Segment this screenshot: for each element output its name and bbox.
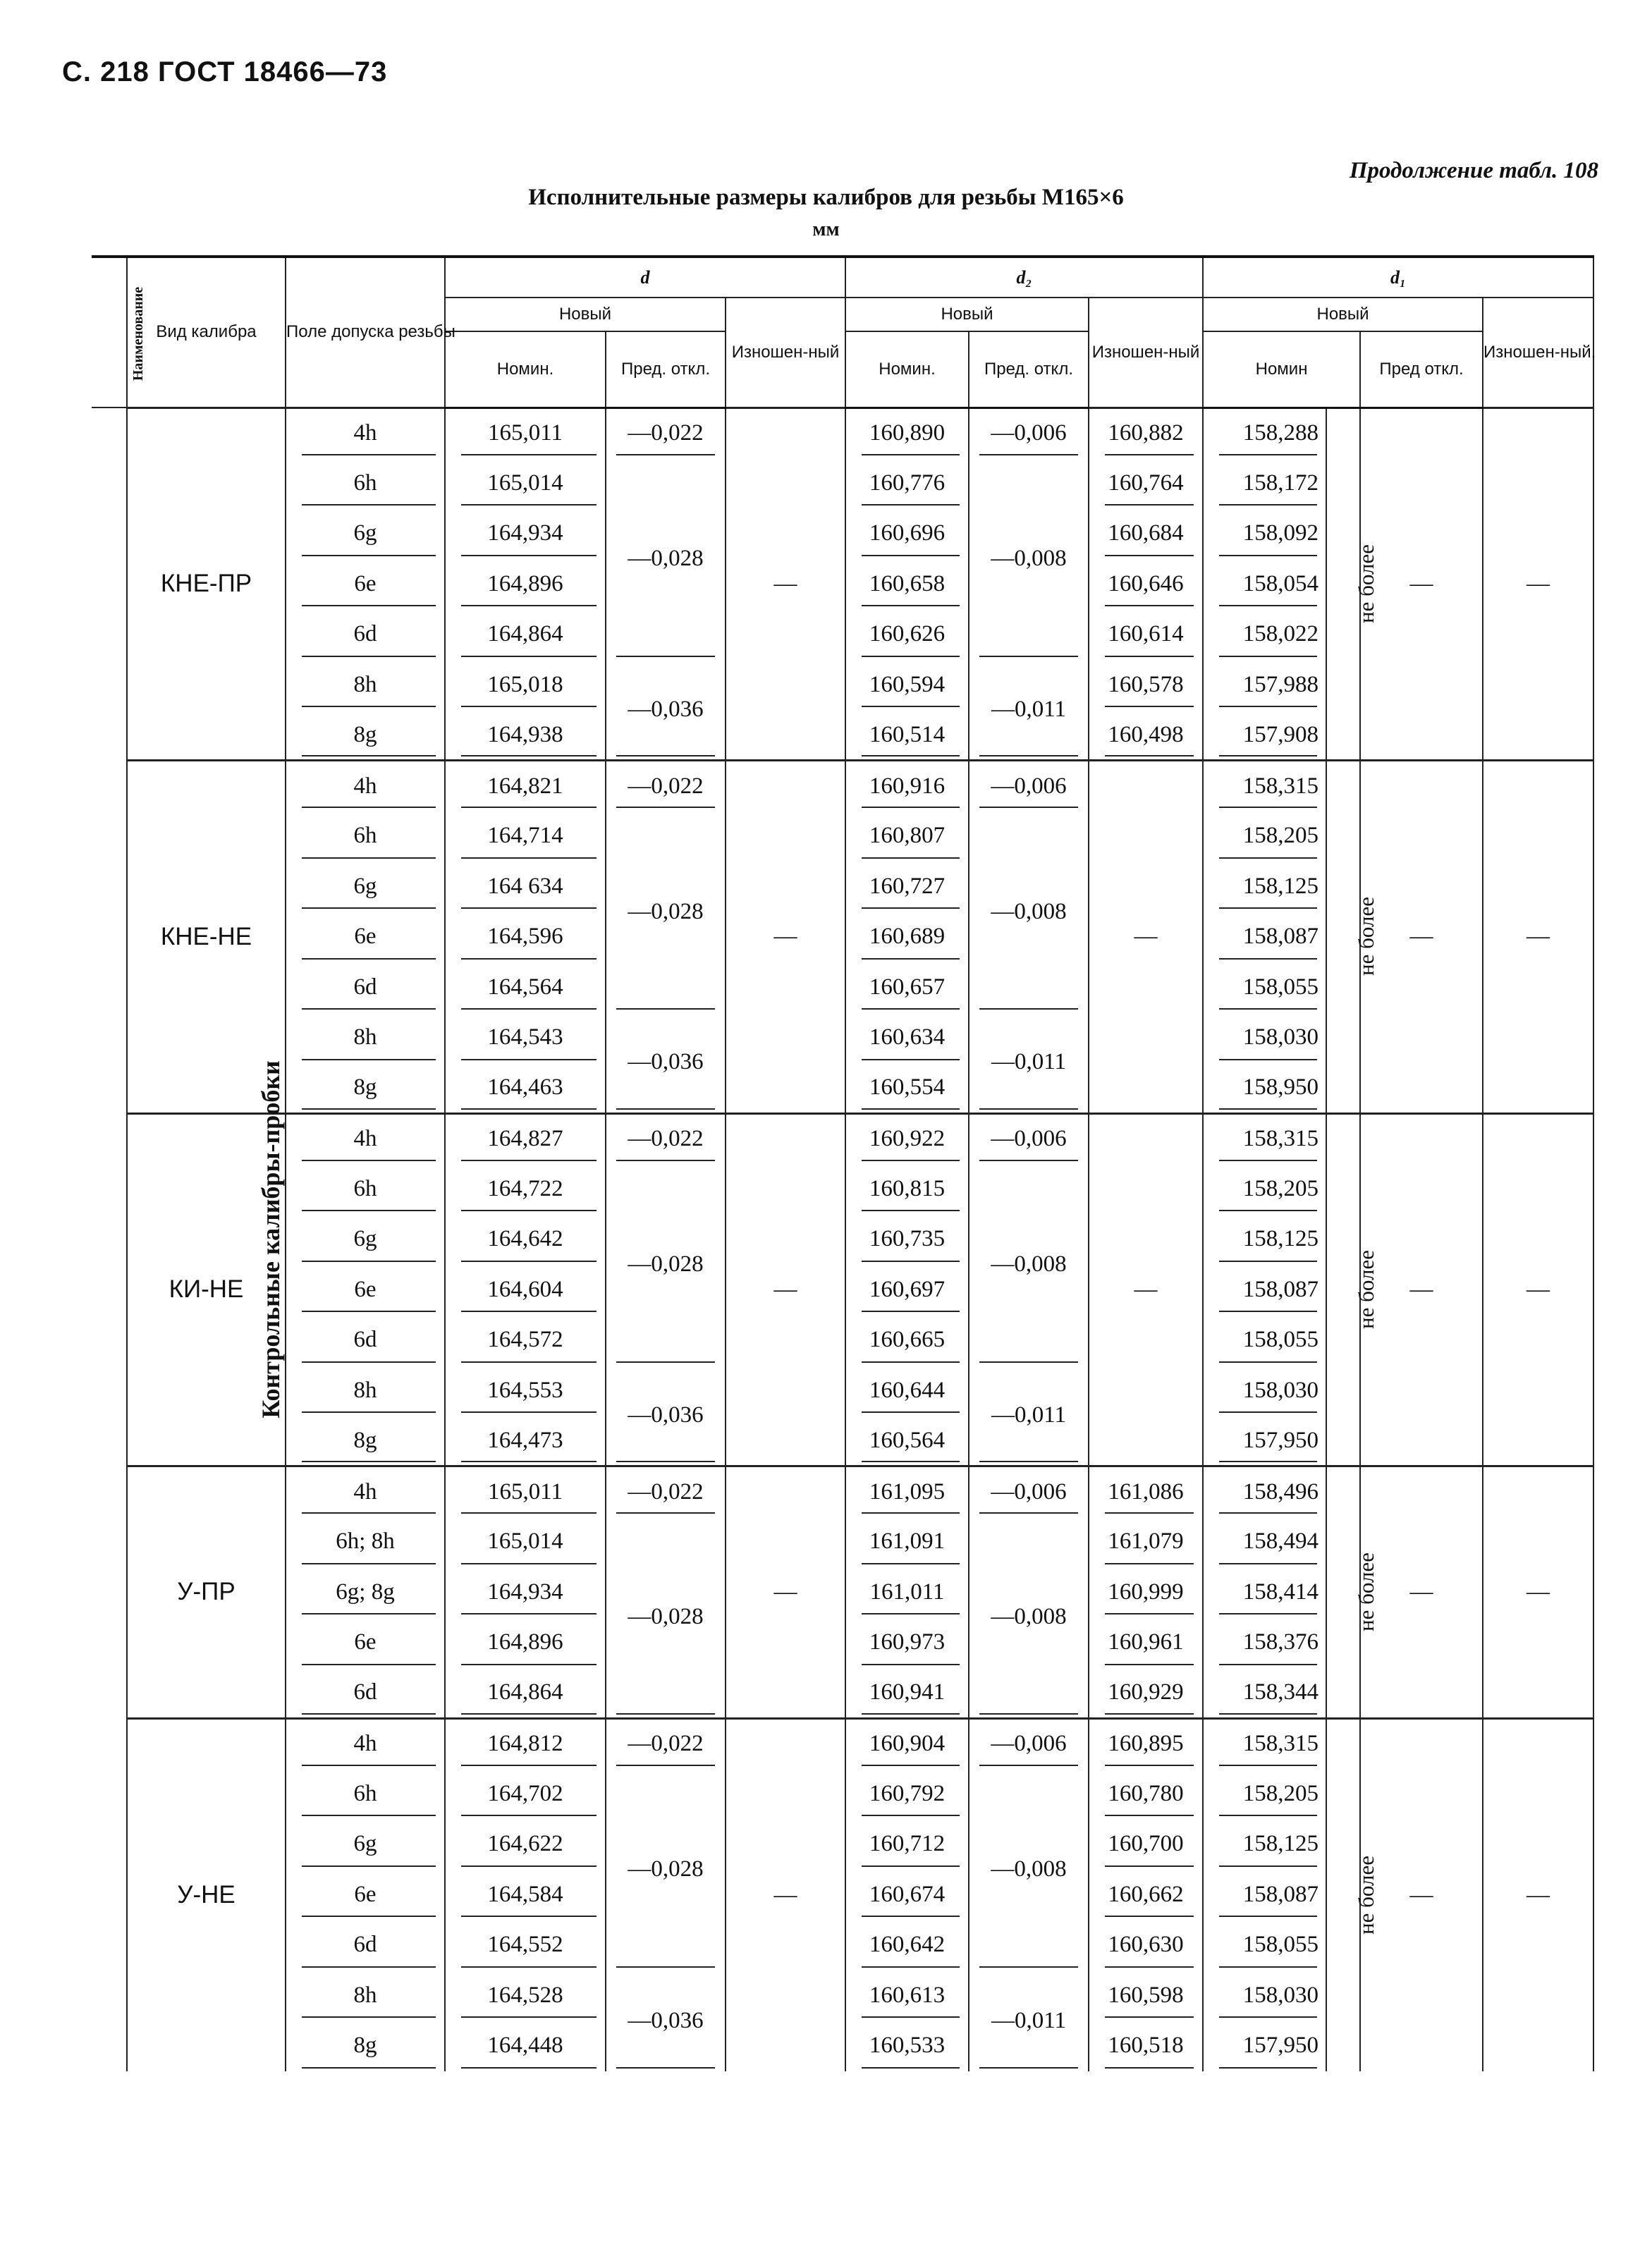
- table-title: Исполнительные размеры калибров для резьбы М165×6: [528, 185, 1124, 210]
- d2-worn: 160,764: [1089, 458, 1203, 509]
- tolerance-field: 8h: [286, 1971, 445, 2021]
- d-nominal: 164,448: [445, 2021, 606, 2071]
- d2-nominal: 160,533: [845, 2021, 969, 2071]
- d2-worn: 160,684: [1089, 508, 1203, 559]
- d-deviation: —0,022: [606, 408, 726, 458]
- d2-worn: 160,961: [1089, 1617, 1203, 1668]
- d1-nominal: 158,414: [1203, 1567, 1326, 1618]
- d2-nominal: 160,727: [845, 862, 969, 912]
- d2-nominal: 160,689: [845, 912, 969, 962]
- d-nominal: 164,864: [445, 609, 606, 660]
- d2-nominal: 160,642: [845, 1920, 969, 1971]
- d-nominal: 164,596: [445, 912, 606, 962]
- group-name: Контрольные калибры-пробки: [256, 1060, 285, 1419]
- d1-nominal: 158,950: [1203, 1063, 1326, 1114]
- d2-nominal: 160,712: [845, 1819, 969, 1870]
- tolerance-field: 6g; 8g: [286, 1567, 445, 1618]
- d2-nominal: 160,626: [845, 609, 969, 660]
- d2-nominal: 160,815: [845, 1164, 969, 1215]
- tolerance-field: 4h: [286, 1113, 445, 1164]
- tolerance-field: 6e: [286, 1870, 445, 1920]
- d-nominal: 164,572: [445, 1315, 606, 1366]
- tolerance-field: 8g: [286, 1416, 445, 1466]
- tolerance-field: 6e: [286, 1617, 445, 1668]
- d-nominal: 164,642: [445, 1214, 606, 1265]
- d-nominal: 165,011: [445, 408, 606, 458]
- gauge-kind: У-НЕ: [127, 1718, 286, 2071]
- d2-worn: 160,614: [1089, 609, 1203, 660]
- d1-nominal: 158,087: [1203, 912, 1326, 962]
- d1-nominal: 158,205: [1203, 811, 1326, 862]
- d1-nominal: 158,030: [1203, 1012, 1326, 1063]
- d-deviation: —0,028: [606, 1516, 726, 1718]
- d-worn-dash: —: [726, 1113, 845, 1466]
- tolerance-field: 6g: [286, 1819, 445, 1870]
- d-nominal: 165,014: [445, 458, 606, 509]
- header-d-nominal: Номин.: [445, 331, 606, 408]
- not-more-label: не более: [1354, 544, 1379, 623]
- d-nominal: 164,896: [445, 1617, 606, 1668]
- d2-worn-dash: —: [1089, 761, 1203, 1114]
- d1-nominal: 158,496: [1203, 1466, 1326, 1517]
- d1-nominal: 158,125: [1203, 1214, 1326, 1265]
- d2-deviation: —0,008: [969, 1164, 1089, 1366]
- d-nominal: 164,934: [445, 1567, 606, 1618]
- d2-nominal: 160,776: [845, 458, 969, 509]
- table-body: [92, 408, 1593, 2071]
- not-more-label: не более: [1354, 897, 1379, 976]
- d2-nominal: 160,644: [845, 1366, 969, 1416]
- d2-nominal: 160,514: [845, 710, 969, 761]
- d2-nominal: 160,696: [845, 508, 969, 559]
- tolerance-field: 8h: [286, 1012, 445, 1063]
- d1-nominal: 158,092: [1203, 508, 1326, 559]
- d-nominal: 164,528: [445, 1971, 606, 2021]
- d2-deviation: —0,008: [969, 811, 1089, 1012]
- d2-worn: 160,929: [1089, 1668, 1203, 1719]
- d-worn-dash: —: [726, 1718, 845, 2071]
- table-row: [92, 761, 1593, 811]
- d2-deviation: —0,008: [969, 1769, 1089, 1971]
- d1-nominal: 158,055: [1203, 962, 1326, 1013]
- d2-deviation: —0,011: [969, 1012, 1089, 1113]
- d1-nominal: 158,030: [1203, 1971, 1326, 2021]
- header-d2-new: Новый: [845, 298, 1089, 331]
- unit-label: мм: [812, 219, 840, 240]
- tolerance-field: 6d: [286, 1315, 445, 1366]
- d1-nominal: 158,315: [1203, 761, 1326, 811]
- d-nominal: 165,011: [445, 1466, 606, 1517]
- d2-nominal: 160,792: [845, 1769, 969, 1820]
- d2-nominal: 161,011: [845, 1567, 969, 1618]
- tolerance-field: 6d: [286, 609, 445, 660]
- tolerance-field: 6e: [286, 559, 445, 610]
- d1-nominal: 158,125: [1203, 862, 1326, 912]
- tolerance-field: 6d: [286, 962, 445, 1013]
- header-d1: d₁: [1203, 257, 1593, 298]
- d-deviation: —0,028: [606, 458, 726, 660]
- d-nominal: 164,622: [445, 1819, 606, 1870]
- tolerance-field: 8g: [286, 710, 445, 761]
- header-d1-deviation: Пред откл.: [1360, 331, 1483, 408]
- d2-deviation: —0,006: [969, 1718, 1089, 1769]
- not-more-label: не более: [1354, 1249, 1379, 1329]
- d2-worn-dash: —: [1089, 1113, 1203, 1466]
- header-d1-new: Новый: [1203, 298, 1483, 331]
- header-tolerance-field: Поле допуска резьбы: [286, 257, 445, 408]
- d1-not-more-cell: [1326, 1113, 1379, 1466]
- d2-worn: 160,700: [1089, 1819, 1203, 1870]
- d2-worn: 161,086: [1089, 1466, 1203, 1517]
- d2-deviation: —0,008: [969, 458, 1089, 660]
- d2-nominal: 160,674: [845, 1870, 969, 1920]
- header-d-new: Новый: [445, 298, 726, 331]
- d1-not-more-cell: [1326, 408, 1379, 761]
- d-nominal: 164,714: [445, 811, 606, 862]
- table-row: [92, 1466, 1593, 1517]
- d1-nominal: 158,344: [1203, 1668, 1326, 1719]
- d1-deviation-dash: —: [1360, 408, 1483, 761]
- header-d1-nominal: Номин: [1203, 331, 1360, 408]
- d2-nominal: 160,941: [845, 1668, 969, 1719]
- d1-nominal: 158,172: [1203, 458, 1326, 509]
- not-more-label: не более: [1354, 1855, 1379, 1935]
- d2-nominal: 160,697: [845, 1265, 969, 1316]
- gauge-kind: КНЕ-ПР: [127, 408, 286, 761]
- tolerance-field: 6h: [286, 811, 445, 862]
- tolerance-field: 6e: [286, 912, 445, 962]
- d2-nominal: 160,665: [845, 1315, 969, 1366]
- header-d2-worn: Изношен-ный: [1089, 298, 1203, 408]
- not-more-label: не более: [1354, 1552, 1379, 1631]
- d2-nominal: 160,904: [845, 1718, 969, 1769]
- d-nominal: 164,938: [445, 710, 606, 761]
- header-d2: d₂: [845, 257, 1203, 298]
- d-deviation: —0,028: [606, 811, 726, 1012]
- d2-worn: 160,646: [1089, 559, 1203, 610]
- tolerance-field: 6e: [286, 1265, 445, 1316]
- d1-nominal: 158,055: [1203, 1315, 1326, 1366]
- d1-deviation-dash: —: [1360, 1718, 1483, 2071]
- tolerance-field: 4h: [286, 761, 445, 811]
- d2-nominal: 160,634: [845, 1012, 969, 1063]
- d-deviation: —0,022: [606, 761, 726, 811]
- d1-nominal: 158,288: [1203, 408, 1326, 458]
- d-nominal: 164,584: [445, 1870, 606, 1920]
- gauge-kind: КИ-НЕ: [127, 1113, 286, 1466]
- header-d-deviation: Пред. откл.: [606, 331, 726, 408]
- d2-deviation: —0,011: [969, 1366, 1089, 1466]
- header-d: d: [445, 257, 845, 298]
- d-nominal: 164,552: [445, 1920, 606, 1971]
- d1-deviation-dash: —: [1360, 761, 1483, 1114]
- d-nominal: 164,463: [445, 1063, 606, 1114]
- d2-worn: 160,578: [1089, 660, 1203, 711]
- gauge-dimensions-table: [92, 255, 1594, 2071]
- d-nominal: 165,014: [445, 1516, 606, 1567]
- d-nominal: 164 634: [445, 862, 606, 912]
- d2-nominal: 160,594: [845, 660, 969, 711]
- d-deviation: —0,028: [606, 1769, 726, 1971]
- page-header: С. 218 ГОСТ 18466—73: [62, 56, 388, 87]
- d2-worn: 160,662: [1089, 1870, 1203, 1920]
- d-worn-dash: —: [726, 408, 845, 761]
- d-deviation: —0,028: [606, 1164, 726, 1366]
- header-d1-worn: Изношен-ный,: [1483, 298, 1593, 408]
- d-nominal: 164,812: [445, 1718, 606, 1769]
- d-nominal: 164,553: [445, 1366, 606, 1416]
- d2-worn: 160,518: [1089, 2021, 1203, 2071]
- d1-nominal: 158,494: [1203, 1516, 1326, 1567]
- d2-worn: 161,079: [1089, 1516, 1203, 1567]
- d-deviation: —0,022: [606, 1718, 726, 1769]
- d-worn-dash: —: [726, 761, 845, 1114]
- d1-nominal: 158,205: [1203, 1769, 1326, 1820]
- d1-nominal: 158,315: [1203, 1718, 1326, 1769]
- d-deviation: —0,022: [606, 1113, 726, 1164]
- d2-nominal: 160,613: [845, 1971, 969, 2021]
- header-gauge-kind: Вид калибра: [127, 257, 286, 408]
- d-nominal: 164,543: [445, 1012, 606, 1063]
- d2-nominal: 160,657: [845, 962, 969, 1013]
- d2-worn: 160,598: [1089, 1971, 1203, 2021]
- d1-not-more-cell: [1326, 1718, 1379, 2071]
- d1-nominal: 158,087: [1203, 1265, 1326, 1316]
- d1-deviation-dash: —: [1360, 1466, 1483, 1719]
- d-deviation: —0,022: [606, 1466, 726, 1517]
- table-continuation-label: Продолжение табл. 108: [1349, 158, 1598, 183]
- d1-nominal: 157,908: [1203, 710, 1326, 761]
- d1-nominal: 158,315: [1203, 1113, 1326, 1164]
- d2-nominal: 160,807: [845, 811, 969, 862]
- d1-nominal: 157,988: [1203, 660, 1326, 711]
- d2-deviation: —0,006: [969, 1466, 1089, 1517]
- table-row: [92, 408, 1593, 458]
- header-d-worn: Изношен-ный: [726, 298, 845, 408]
- d-deviation: —0,036: [606, 660, 726, 761]
- d-deviation: —0,036: [606, 1366, 726, 1466]
- d-deviation: —0,036: [606, 1971, 726, 2071]
- d2-worn: 160,498: [1089, 710, 1203, 761]
- gauge-kind: КНЕ-НЕ: [127, 761, 286, 1114]
- d-nominal: 164,564: [445, 962, 606, 1013]
- tolerance-field: 4h: [286, 1718, 445, 1769]
- d1-nominal: 158,022: [1203, 609, 1326, 660]
- d-nominal: 164,864: [445, 1668, 606, 1719]
- tolerance-field: 6g: [286, 862, 445, 912]
- d-nominal: 164,827: [445, 1113, 606, 1164]
- d-nominal: 164,934: [445, 508, 606, 559]
- d2-deviation: —0,008: [969, 1516, 1089, 1718]
- d1-nominal: 158,376: [1203, 1617, 1326, 1668]
- d1-nominal: 158,030: [1203, 1366, 1326, 1416]
- d1-not-more-cell: [1326, 761, 1379, 1114]
- tolerance-field: 8g: [286, 2021, 445, 2071]
- d-nominal: 164,722: [445, 1164, 606, 1215]
- d1-worn-dash: —: [1483, 1466, 1593, 1719]
- tolerance-field: 8g: [286, 1063, 445, 1114]
- header-name: Наименование: [92, 257, 127, 408]
- d1-deviation-dash: —: [1360, 1113, 1483, 1466]
- d2-worn: 160,882: [1089, 408, 1203, 458]
- tolerance-field: 6h: [286, 458, 445, 509]
- d2-deviation: —0,006: [969, 761, 1089, 811]
- table-row: [92, 1718, 1593, 1769]
- d1-nominal: 158,055: [1203, 1920, 1326, 1971]
- tolerance-field: 8h: [286, 1366, 445, 1416]
- d1-worn-dash: —: [1483, 1718, 1593, 2071]
- tolerance-field: 4h: [286, 1466, 445, 1517]
- d-nominal: 164,473: [445, 1416, 606, 1466]
- tolerance-field: 6h: [286, 1164, 445, 1215]
- d1-worn-dash: —: [1483, 408, 1593, 761]
- d1-nominal: 157,950: [1203, 2021, 1326, 2071]
- d2-nominal: 160,658: [845, 559, 969, 610]
- table-row: [92, 1113, 1593, 1164]
- tolerance-field: 4h: [286, 408, 445, 458]
- d1-not-more-cell: [1326, 1466, 1379, 1719]
- d2-deviation: —0,006: [969, 1113, 1089, 1164]
- tolerance-field: 6g: [286, 1214, 445, 1265]
- d1-nominal: 158,205: [1203, 1164, 1326, 1215]
- d2-nominal: 161,095: [845, 1466, 969, 1517]
- d1-nominal: 158,125: [1203, 1819, 1326, 1870]
- d1-nominal: 157,950: [1203, 1416, 1326, 1466]
- d2-nominal: 160,916: [845, 761, 969, 811]
- d1-nominal: 158,087: [1203, 1870, 1326, 1920]
- tolerance-field: 6g: [286, 508, 445, 559]
- d2-nominal: 160,890: [845, 408, 969, 458]
- d2-worn: 160,999: [1089, 1567, 1203, 1618]
- d-deviation: —0,036: [606, 1012, 726, 1113]
- d-nominal: 164,702: [445, 1769, 606, 1820]
- tolerance-field: 6d: [286, 1668, 445, 1719]
- d2-worn: 160,630: [1089, 1920, 1203, 1971]
- tolerance-field: 6h; 8h: [286, 1516, 445, 1567]
- d2-deviation: —0,011: [969, 660, 1089, 761]
- d2-nominal: 160,973: [845, 1617, 969, 1668]
- d2-nominal: 160,735: [845, 1214, 969, 1265]
- tolerance-field: 8h: [286, 660, 445, 711]
- d2-worn: 160,780: [1089, 1769, 1203, 1820]
- d2-deviation: —0,011: [969, 1971, 1089, 2071]
- d1-nominal: 158,054: [1203, 559, 1326, 610]
- d-nominal: 164,896: [445, 559, 606, 610]
- d2-nominal: 160,554: [845, 1063, 969, 1114]
- d1-worn-dash: —: [1483, 761, 1593, 1114]
- d1-worn-dash: —: [1483, 1113, 1593, 1466]
- d2-worn: 160,895: [1089, 1718, 1203, 1769]
- d-worn-dash: —: [726, 1466, 845, 1719]
- tolerance-field: 6d: [286, 1920, 445, 1971]
- tolerance-field: 6h: [286, 1769, 445, 1820]
- d-nominal: 165,018: [445, 660, 606, 711]
- d-nominal: 164,604: [445, 1265, 606, 1316]
- d2-nominal: 160,922: [845, 1113, 969, 1164]
- d-nominal: 164,821: [445, 761, 606, 811]
- header-d2-nominal: Номин.: [845, 331, 969, 408]
- d2-deviation: —0,006: [969, 408, 1089, 458]
- header-d2-deviation: Пред. откл.: [969, 331, 1089, 408]
- gauge-kind: У-ПР: [127, 1466, 286, 1719]
- d2-nominal: 160,564: [845, 1416, 969, 1466]
- d2-nominal: 161,091: [845, 1516, 969, 1567]
